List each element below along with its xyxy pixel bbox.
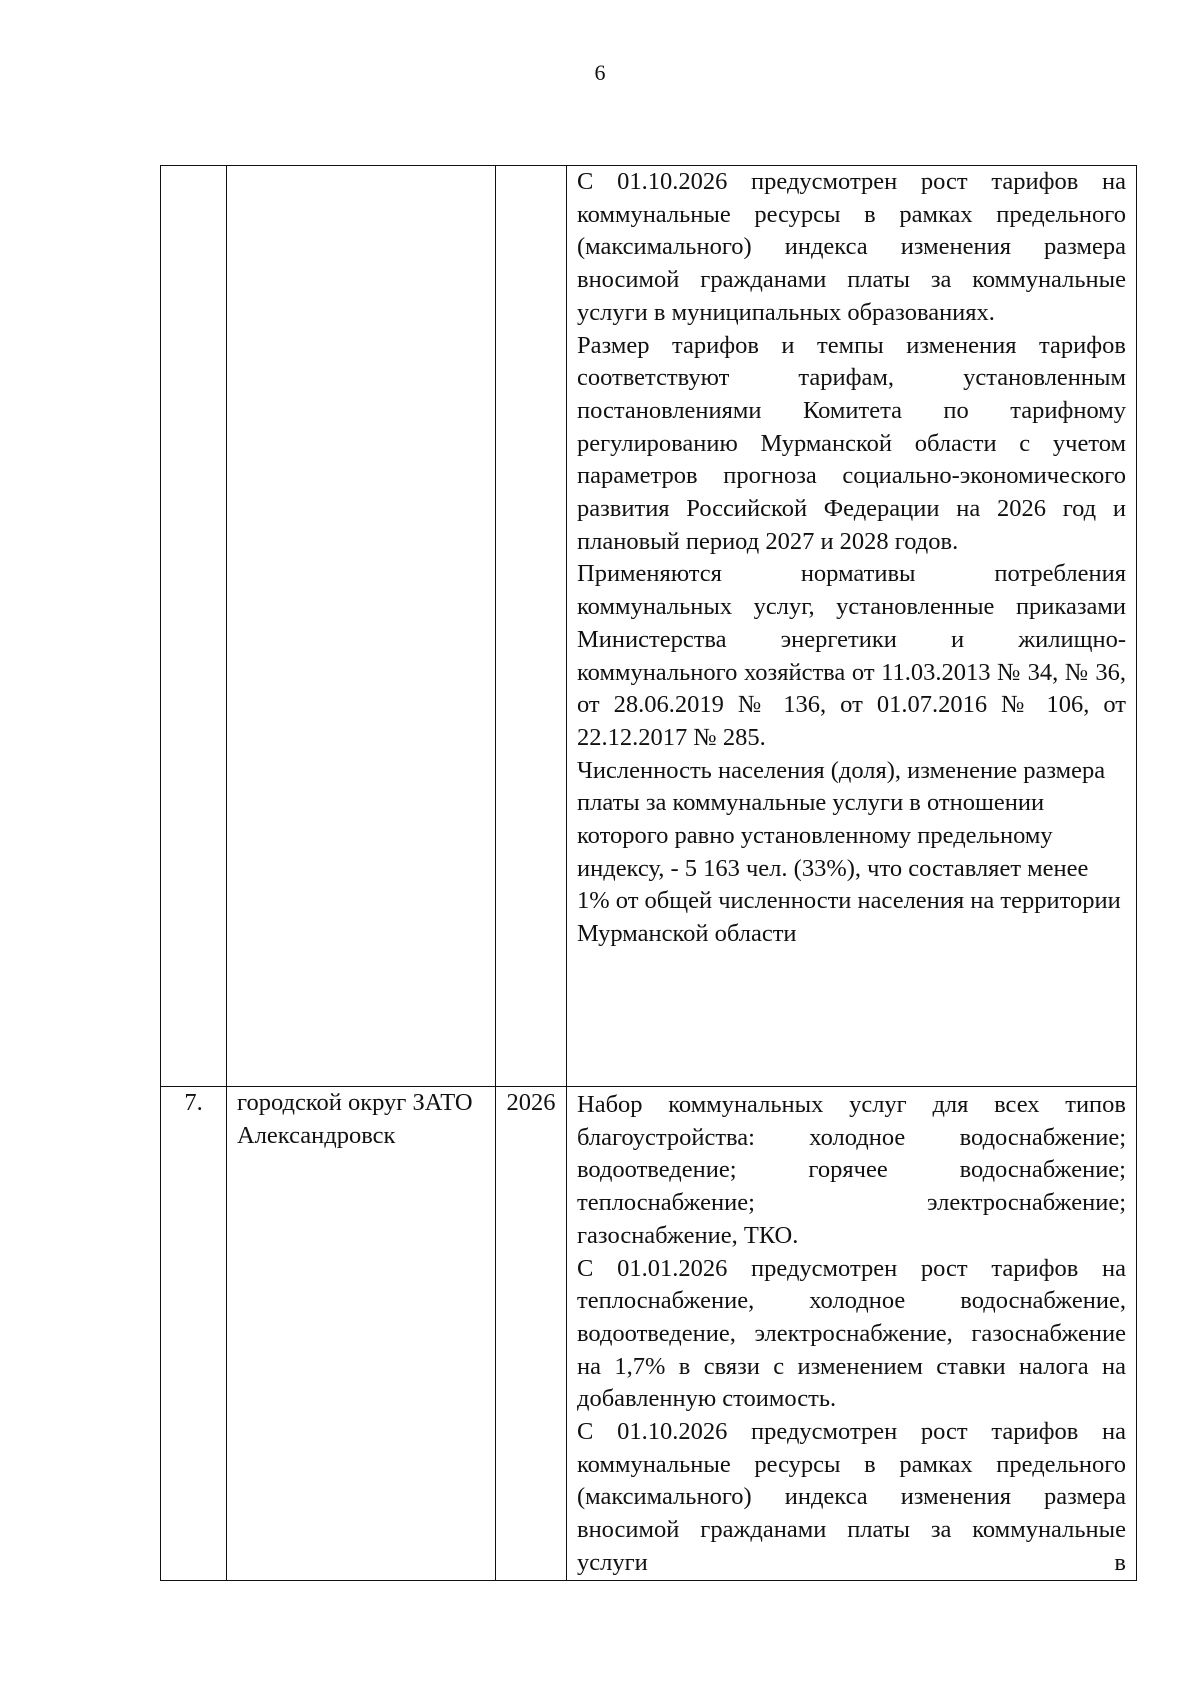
year-cell: 2026 [496, 1087, 567, 1581]
description-cell [567, 166, 1137, 1087]
description-paragraph: С 01.01.2026 предусмотрен рост тарифов на теплоснабжение, холодное водоснабжение, водоотведение, электроснабжение, газоснабжение на 1,7% в связи с изменением ставки налога на добавленную стоимость. [577, 1254, 1126, 1413]
table-row [161, 1087, 1137, 1581]
table-row [161, 166, 1137, 1087]
municipality-name: городской округ ЗАТО Александровск [227, 1087, 496, 1581]
description-paragraph: Применяются нормативы потребления коммунальных услуг, установленные приказами Министерства энергетики и жилищно-коммунального хозяйства от 11.03.2013 № 34, № 36, от 28.06.2019 № 136, от 01.07.2016 № 106, от 22.12.2017 № 285. [577, 560, 1126, 751]
description-cell [567, 1087, 1137, 1581]
municipality-name [227, 166, 496, 1087]
tariff-table [160, 165, 1137, 1581]
year-cell [496, 166, 567, 1087]
description-paragraph: С 01.10.2026 предусмотрен рост тарифов на коммунальные ресурсы в рамках предельного (максимального) индекса изменения размера вносимой гражданами платы за коммунальные услуги в [577, 1418, 1126, 1576]
row-number [161, 166, 227, 1087]
row-number: 7. [161, 1087, 227, 1581]
page-number: 6 [594, 60, 606, 85]
description-paragraph: Численность населения (доля), изменение размера платы за коммунальные услуги в отношении которого равно установленному предельному индексу, - 5 163 чел. (33%), что составляет менее 1% от общей численности населения на территории Мурманской области [577, 756, 1121, 948]
description-paragraph: Размер тарифов и темпы изменения тарифов соответствуют тарифам, установленным постановлениями Комитета по тарифному регулированию Мурманской области с учетом параметров прогноза социально-экономического развития Российской Федерации на 2026 год и плановый период 2027 и 2028 годов. [577, 331, 1126, 555]
description-paragraph: С 01.10.2026 предусмотрен рост тарифов на коммунальные ресурсы в рамках предельного (максимального) индекса изменения размера вносимой гражданами платы за коммунальные услуги в муниципальных образованиях. [577, 168, 1126, 326]
description-paragraph: Набор коммунальных услуг для всех типов благоустройства: холодное водоснабжение; водоотведение; горячее водоснабжение; теплоснабжение; электроснабжение; газоснабжение, ТКО. [577, 1091, 1126, 1249]
